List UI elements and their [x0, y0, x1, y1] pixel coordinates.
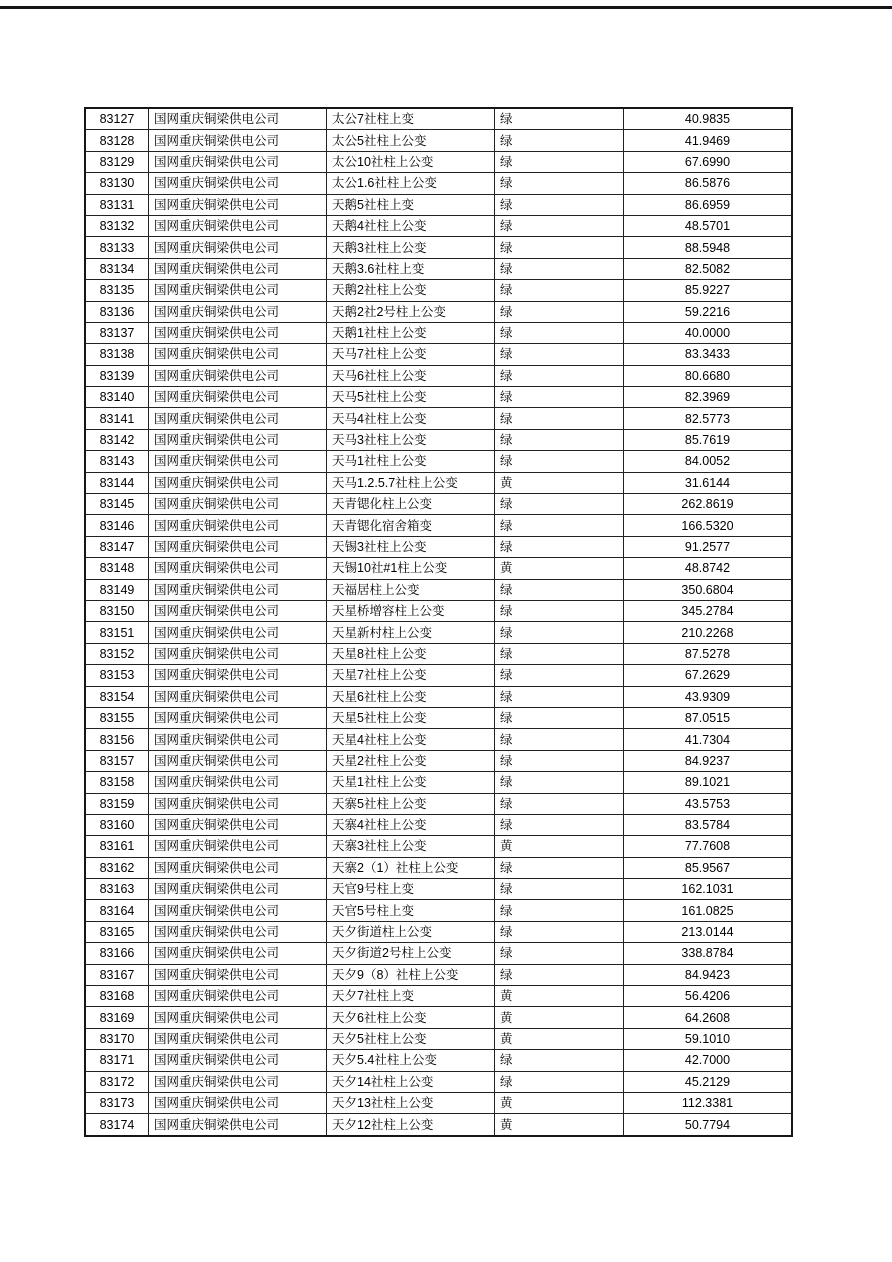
cell-load-value: 213.0144 — [624, 921, 793, 942]
cell-company-name: 国网重庆铜梁供电公司 — [149, 301, 327, 322]
cell-record-id: 83170 — [85, 1028, 149, 1049]
cell-transformer-name: 天寨5社柱上公变 — [327, 793, 495, 814]
cell-load-value: 86.5876 — [624, 173, 793, 194]
table-row — [85, 472, 792, 493]
cell-company-name: 国网重庆铜梁供电公司 — [149, 921, 327, 942]
cell-status-color: 绿 — [495, 451, 624, 472]
table-row — [85, 921, 792, 942]
cell-record-id: 83172 — [85, 1071, 149, 1092]
cell-transformer-name: 天锡3社柱上公变 — [327, 536, 495, 557]
cell-load-value: 59.1010 — [624, 1028, 793, 1049]
cell-company-name: 国网重庆铜梁供电公司 — [149, 472, 327, 493]
cell-company-name: 国网重庆铜梁供电公司 — [149, 943, 327, 964]
cell-load-value: 262.8619 — [624, 494, 793, 515]
cell-record-id: 83127 — [85, 108, 149, 130]
cell-company-name: 国网重庆铜梁供电公司 — [149, 194, 327, 215]
cell-status-color: 黄 — [495, 986, 624, 1007]
cell-load-value: 89.1021 — [624, 772, 793, 793]
cell-status-color: 绿 — [495, 943, 624, 964]
cell-load-value: 31.6144 — [624, 472, 793, 493]
cell-record-id: 83161 — [85, 836, 149, 857]
cell-load-value: 87.5278 — [624, 643, 793, 664]
cell-load-value: 40.9835 — [624, 108, 793, 130]
cell-company-name: 国网重庆铜梁供电公司 — [149, 579, 327, 600]
table-row — [85, 515, 792, 536]
table-row — [85, 793, 792, 814]
cell-company-name: 国网重庆铜梁供电公司 — [149, 258, 327, 279]
cell-transformer-name: 天马3社柱上公变 — [327, 429, 495, 450]
cell-transformer-name: 太公10社柱上公变 — [327, 151, 495, 172]
cell-status-color: 黄 — [495, 472, 624, 493]
table-row — [85, 686, 792, 707]
cell-company-name: 国网重庆铜梁供电公司 — [149, 558, 327, 579]
table-row — [85, 536, 792, 557]
table-row — [85, 365, 792, 386]
cell-load-value: 41.9469 — [624, 130, 793, 151]
cell-status-color: 绿 — [495, 237, 624, 258]
cell-record-id: 83155 — [85, 707, 149, 728]
cell-load-value: 82.3969 — [624, 387, 793, 408]
cell-record-id: 83162 — [85, 857, 149, 878]
cell-company-name: 国网重庆铜梁供电公司 — [149, 643, 327, 664]
table-row — [85, 130, 792, 151]
cell-record-id: 83174 — [85, 1114, 149, 1136]
cell-status-color: 绿 — [495, 622, 624, 643]
cell-company-name: 国网重庆铜梁供电公司 — [149, 108, 327, 130]
cell-record-id: 83158 — [85, 772, 149, 793]
cell-load-value: 56.4206 — [624, 986, 793, 1007]
cell-status-color: 绿 — [495, 215, 624, 236]
cell-status-color: 绿 — [495, 494, 624, 515]
cell-status-color: 绿 — [495, 1071, 624, 1092]
cell-transformer-name: 天青锶化柱上公变 — [327, 494, 495, 515]
cell-company-name: 国网重庆铜梁供电公司 — [149, 836, 327, 857]
cell-load-value: 67.6990 — [624, 151, 793, 172]
cell-company-name: 国网重庆铜梁供电公司 — [149, 494, 327, 515]
cell-record-id: 83130 — [85, 173, 149, 194]
cell-load-value: 350.6804 — [624, 579, 793, 600]
cell-transformer-name: 天星2社柱上公变 — [327, 750, 495, 771]
cell-company-name: 国网重庆铜梁供电公司 — [149, 408, 327, 429]
cell-transformer-name: 天马1社柱上公变 — [327, 451, 495, 472]
table-row — [85, 1050, 792, 1071]
cell-transformer-name: 天鹅2社2号柱上公变 — [327, 301, 495, 322]
cell-status-color: 绿 — [495, 964, 624, 985]
cell-record-id: 83152 — [85, 643, 149, 664]
cell-status-color: 绿 — [495, 194, 624, 215]
cell-company-name: 国网重庆铜梁供电公司 — [149, 1092, 327, 1113]
page-top-rule — [0, 6, 892, 9]
cell-transformer-name: 天夕5社柱上公变 — [327, 1028, 495, 1049]
cell-transformer-name: 天星新村柱上公变 — [327, 622, 495, 643]
table-row — [85, 429, 792, 450]
cell-company-name: 国网重庆铜梁供电公司 — [149, 1114, 327, 1136]
cell-status-color: 绿 — [495, 1050, 624, 1071]
cell-status-color: 绿 — [495, 258, 624, 279]
cell-transformer-name: 天鹅3社柱上公变 — [327, 237, 495, 258]
cell-status-color: 绿 — [495, 600, 624, 621]
cell-transformer-name: 天星7社柱上公变 — [327, 665, 495, 686]
cell-transformer-name: 天鹅3.6社柱上变 — [327, 258, 495, 279]
cell-transformer-name: 天官5号柱上变 — [327, 900, 495, 921]
cell-record-id: 83166 — [85, 943, 149, 964]
cell-load-value: 88.5948 — [624, 237, 793, 258]
table-row — [85, 322, 792, 343]
cell-load-value: 83.3433 — [624, 344, 793, 365]
cell-transformer-name: 天星桥增容柱上公变 — [327, 600, 495, 621]
table-row — [85, 1071, 792, 1092]
cell-company-name: 国网重庆铜梁供电公司 — [149, 879, 327, 900]
cell-transformer-name: 天星5社柱上公变 — [327, 707, 495, 728]
cell-transformer-name: 天夕6社柱上公变 — [327, 1007, 495, 1028]
cell-status-color: 绿 — [495, 772, 624, 793]
cell-status-color: 绿 — [495, 857, 624, 878]
cell-record-id: 83167 — [85, 964, 149, 985]
cell-company-name: 国网重庆铜梁供电公司 — [149, 1050, 327, 1071]
cell-transformer-name: 天星1社柱上公变 — [327, 772, 495, 793]
cell-load-value: 42.7000 — [624, 1050, 793, 1071]
table-row — [85, 237, 792, 258]
table-row — [85, 1092, 792, 1113]
cell-load-value: 50.7794 — [624, 1114, 793, 1136]
table-row — [85, 814, 792, 835]
cell-load-value: 85.9567 — [624, 857, 793, 878]
cell-record-id: 83160 — [85, 814, 149, 835]
cell-company-name: 国网重庆铜梁供电公司 — [149, 130, 327, 151]
cell-record-id: 83156 — [85, 729, 149, 750]
cell-record-id: 83133 — [85, 237, 149, 258]
cell-transformer-name: 天鹅2社柱上公变 — [327, 280, 495, 301]
cell-transformer-name: 太公5社柱上公变 — [327, 130, 495, 151]
cell-company-name: 国网重庆铜梁供电公司 — [149, 729, 327, 750]
cell-record-id: 83134 — [85, 258, 149, 279]
cell-company-name: 国网重庆铜梁供电公司 — [149, 451, 327, 472]
cell-record-id: 83159 — [85, 793, 149, 814]
cell-record-id: 83140 — [85, 387, 149, 408]
cell-transformer-name: 天寨3社柱上公变 — [327, 836, 495, 857]
cell-transformer-name: 天鹅1社柱上公变 — [327, 322, 495, 343]
cell-company-name: 国网重庆铜梁供电公司 — [149, 280, 327, 301]
transformer-data-table — [84, 107, 793, 1137]
cell-record-id: 83132 — [85, 215, 149, 236]
cell-company-name: 国网重庆铜梁供电公司 — [149, 515, 327, 536]
table-row — [85, 1028, 792, 1049]
table-row — [85, 750, 792, 771]
cell-load-value: 345.2784 — [624, 600, 793, 621]
cell-company-name: 国网重庆铜梁供电公司 — [149, 814, 327, 835]
cell-record-id: 83142 — [85, 429, 149, 450]
table-row — [85, 857, 792, 878]
table-row — [85, 494, 792, 515]
cell-record-id: 83141 — [85, 408, 149, 429]
cell-status-color: 绿 — [495, 921, 624, 942]
cell-status-color: 绿 — [495, 814, 624, 835]
cell-company-name: 国网重庆铜梁供电公司 — [149, 151, 327, 172]
cell-company-name: 国网重庆铜梁供电公司 — [149, 322, 327, 343]
cell-record-id: 83138 — [85, 344, 149, 365]
cell-record-id: 83129 — [85, 151, 149, 172]
cell-status-color: 绿 — [495, 686, 624, 707]
cell-status-color: 绿 — [495, 408, 624, 429]
table-row — [85, 943, 792, 964]
cell-transformer-name: 天夕12社柱上公变 — [327, 1114, 495, 1136]
cell-load-value: 85.7619 — [624, 429, 793, 450]
cell-record-id: 83145 — [85, 494, 149, 515]
cell-company-name: 国网重庆铜梁供电公司 — [149, 1071, 327, 1092]
cell-load-value: 43.9309 — [624, 686, 793, 707]
cell-transformer-name: 天夕9（8）社柱上公变 — [327, 964, 495, 985]
cell-transformer-name: 天寨4社柱上公变 — [327, 814, 495, 835]
cell-record-id: 83143 — [85, 451, 149, 472]
table-row — [85, 558, 792, 579]
cell-record-id: 83164 — [85, 900, 149, 921]
cell-company-name: 国网重庆铜梁供电公司 — [149, 237, 327, 258]
cell-company-name: 国网重庆铜梁供电公司 — [149, 857, 327, 878]
cell-company-name: 国网重庆铜梁供电公司 — [149, 964, 327, 985]
cell-status-color: 黄 — [495, 836, 624, 857]
table-row — [85, 215, 792, 236]
cell-company-name: 国网重庆铜梁供电公司 — [149, 707, 327, 728]
cell-status-color: 绿 — [495, 515, 624, 536]
cell-company-name: 国网重庆铜梁供电公司 — [149, 986, 327, 1007]
cell-load-value: 40.0000 — [624, 322, 793, 343]
cell-load-value: 86.6959 — [624, 194, 793, 215]
cell-transformer-name: 天鹅5社柱上变 — [327, 194, 495, 215]
cell-status-color: 黄 — [495, 1114, 624, 1136]
cell-load-value: 338.8784 — [624, 943, 793, 964]
cell-company-name: 国网重庆铜梁供电公司 — [149, 686, 327, 707]
cell-company-name: 国网重庆铜梁供电公司 — [149, 173, 327, 194]
cell-record-id: 83135 — [85, 280, 149, 301]
cell-transformer-name: 天星4社柱上公变 — [327, 729, 495, 750]
cell-record-id: 83137 — [85, 322, 149, 343]
cell-transformer-name: 天鹅4社柱上公变 — [327, 215, 495, 236]
cell-load-value: 91.2577 — [624, 536, 793, 557]
cell-transformer-name: 天福居柱上公变 — [327, 579, 495, 600]
cell-record-id: 83139 — [85, 365, 149, 386]
cell-status-color: 绿 — [495, 108, 624, 130]
table-row — [85, 836, 792, 857]
cell-status-color: 绿 — [495, 387, 624, 408]
cell-record-id: 83148 — [85, 558, 149, 579]
cell-load-value: 59.2216 — [624, 301, 793, 322]
cell-status-color: 黄 — [495, 1007, 624, 1028]
cell-status-color: 绿 — [495, 643, 624, 664]
table-row — [85, 151, 792, 172]
table-row — [85, 729, 792, 750]
cell-status-color: 绿 — [495, 579, 624, 600]
cell-record-id: 83147 — [85, 536, 149, 557]
cell-company-name: 国网重庆铜梁供电公司 — [149, 665, 327, 686]
cell-transformer-name: 天夕13社柱上公变 — [327, 1092, 495, 1113]
cell-record-id: 83153 — [85, 665, 149, 686]
cell-transformer-name: 天马5社柱上公变 — [327, 387, 495, 408]
table-row — [85, 579, 792, 600]
cell-company-name: 国网重庆铜梁供电公司 — [149, 1007, 327, 1028]
table-body — [85, 108, 792, 1136]
cell-transformer-name: 天星8社柱上公变 — [327, 643, 495, 664]
cell-record-id: 83149 — [85, 579, 149, 600]
cell-status-color: 绿 — [495, 729, 624, 750]
cell-status-color: 绿 — [495, 429, 624, 450]
cell-transformer-name: 天马7社柱上公变 — [327, 344, 495, 365]
table-row — [85, 707, 792, 728]
cell-transformer-name: 天寨2（1）社柱上公变 — [327, 857, 495, 878]
cell-company-name: 国网重庆铜梁供电公司 — [149, 344, 327, 365]
cell-transformer-name: 天青锶化宿舍箱变 — [327, 515, 495, 536]
table-row — [85, 173, 792, 194]
cell-company-name: 国网重庆铜梁供电公司 — [149, 365, 327, 386]
table-row — [85, 964, 792, 985]
cell-status-color: 绿 — [495, 280, 624, 301]
cell-record-id: 83136 — [85, 301, 149, 322]
cell-company-name: 国网重庆铜梁供电公司 — [149, 1028, 327, 1049]
cell-record-id: 83128 — [85, 130, 149, 151]
cell-transformer-name: 天夕7社柱上变 — [327, 986, 495, 1007]
cell-company-name: 国网重庆铜梁供电公司 — [149, 900, 327, 921]
table-row — [85, 986, 792, 1007]
cell-load-value: 82.5773 — [624, 408, 793, 429]
cell-status-color: 绿 — [495, 750, 624, 771]
table-row — [85, 408, 792, 429]
cell-load-value: 82.5082 — [624, 258, 793, 279]
cell-record-id: 83154 — [85, 686, 149, 707]
cell-record-id: 83157 — [85, 750, 149, 771]
cell-record-id: 83173 — [85, 1092, 149, 1113]
cell-load-value: 45.2129 — [624, 1071, 793, 1092]
cell-transformer-name: 天马1.2.5.7社柱上公变 — [327, 472, 495, 493]
table-row — [85, 600, 792, 621]
table-row — [85, 301, 792, 322]
cell-load-value: 67.2629 — [624, 665, 793, 686]
cell-load-value: 87.0515 — [624, 707, 793, 728]
cell-load-value: 43.5753 — [624, 793, 793, 814]
cell-load-value: 84.9423 — [624, 964, 793, 985]
cell-status-color: 绿 — [495, 879, 624, 900]
cell-status-color: 绿 — [495, 793, 624, 814]
cell-status-color: 绿 — [495, 344, 624, 365]
cell-status-color: 绿 — [495, 900, 624, 921]
cell-transformer-name: 太公1.6社柱上公变 — [327, 173, 495, 194]
cell-record-id: 83150 — [85, 600, 149, 621]
cell-transformer-name: 天锡10社#1柱上公变 — [327, 558, 495, 579]
table-row — [85, 194, 792, 215]
cell-transformer-name: 天夕街道柱上公变 — [327, 921, 495, 942]
cell-company-name: 国网重庆铜梁供电公司 — [149, 600, 327, 621]
table-row — [85, 258, 792, 279]
table-row — [85, 387, 792, 408]
table-row — [85, 622, 792, 643]
table-row — [85, 108, 792, 130]
cell-status-color: 绿 — [495, 322, 624, 343]
cell-record-id: 83163 — [85, 879, 149, 900]
cell-status-color: 绿 — [495, 536, 624, 557]
cell-status-color: 黄 — [495, 1028, 624, 1049]
table-row — [85, 772, 792, 793]
cell-record-id: 83151 — [85, 622, 149, 643]
cell-transformer-name: 天星6社柱上公变 — [327, 686, 495, 707]
table-row — [85, 1007, 792, 1028]
cell-transformer-name: 天夕5.4社柱上公变 — [327, 1050, 495, 1071]
cell-load-value: 112.3381 — [624, 1092, 793, 1113]
cell-company-name: 国网重庆铜梁供电公司 — [149, 429, 327, 450]
cell-load-value: 162.1031 — [624, 879, 793, 900]
cell-load-value: 77.7608 — [624, 836, 793, 857]
table-row — [85, 451, 792, 472]
cell-load-value: 48.8742 — [624, 558, 793, 579]
cell-company-name: 国网重庆铜梁供电公司 — [149, 536, 327, 557]
cell-transformer-name: 天马6社柱上公变 — [327, 365, 495, 386]
cell-record-id: 83169 — [85, 1007, 149, 1028]
cell-transformer-name: 天夕街道2号柱上公变 — [327, 943, 495, 964]
cell-load-value: 64.2608 — [624, 1007, 793, 1028]
cell-record-id: 83131 — [85, 194, 149, 215]
cell-company-name: 国网重庆铜梁供电公司 — [149, 622, 327, 643]
cell-load-value: 41.7304 — [624, 729, 793, 750]
cell-company-name: 国网重庆铜梁供电公司 — [149, 772, 327, 793]
cell-status-color: 绿 — [495, 301, 624, 322]
cell-load-value: 48.5701 — [624, 215, 793, 236]
cell-status-color: 绿 — [495, 707, 624, 728]
cell-transformer-name: 天夕14社柱上公变 — [327, 1071, 495, 1092]
cell-load-value: 84.9237 — [624, 750, 793, 771]
cell-load-value: 166.5320 — [624, 515, 793, 536]
cell-record-id: 83171 — [85, 1050, 149, 1071]
cell-transformer-name: 天马4社柱上公变 — [327, 408, 495, 429]
table-row — [85, 879, 792, 900]
table-row — [85, 665, 792, 686]
table-row — [85, 900, 792, 921]
cell-status-color: 绿 — [495, 173, 624, 194]
cell-record-id: 83165 — [85, 921, 149, 942]
cell-status-color: 绿 — [495, 130, 624, 151]
cell-company-name: 国网重庆铜梁供电公司 — [149, 793, 327, 814]
cell-record-id: 83168 — [85, 986, 149, 1007]
cell-record-id: 83146 — [85, 515, 149, 536]
table-row — [85, 643, 792, 664]
cell-load-value: 210.2268 — [624, 622, 793, 643]
cell-status-color: 绿 — [495, 665, 624, 686]
cell-status-color: 绿 — [495, 151, 624, 172]
cell-status-color: 绿 — [495, 365, 624, 386]
cell-load-value: 161.0825 — [624, 900, 793, 921]
table-row — [85, 280, 792, 301]
cell-transformer-name: 天官9号柱上变 — [327, 879, 495, 900]
cell-company-name: 国网重庆铜梁供电公司 — [149, 387, 327, 408]
cell-load-value: 83.5784 — [624, 814, 793, 835]
cell-load-value: 85.9227 — [624, 280, 793, 301]
cell-transformer-name: 太公7社柱上变 — [327, 108, 495, 130]
cell-company-name: 国网重庆铜梁供电公司 — [149, 750, 327, 771]
cell-record-id: 83144 — [85, 472, 149, 493]
cell-load-value: 84.0052 — [624, 451, 793, 472]
cell-status-color: 黄 — [495, 1092, 624, 1113]
cell-load-value: 80.6680 — [624, 365, 793, 386]
table-row — [85, 1114, 792, 1136]
cell-company-name: 国网重庆铜梁供电公司 — [149, 215, 327, 236]
table-row — [85, 344, 792, 365]
cell-status-color: 黄 — [495, 558, 624, 579]
